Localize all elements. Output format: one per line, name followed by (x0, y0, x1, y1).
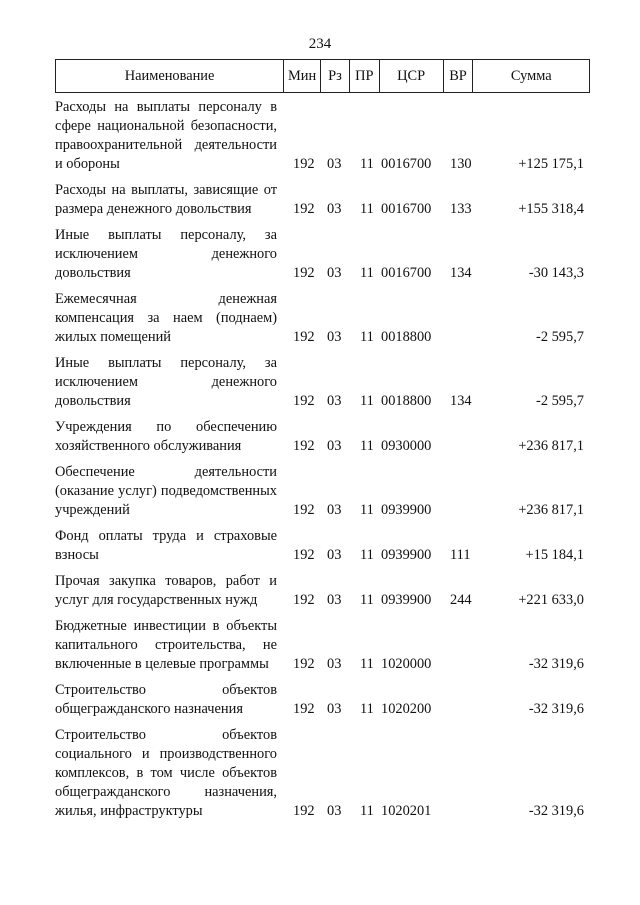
row-name: Иные выплаты персоналу, за исключением денежного довольствия (55, 227, 277, 281)
table-header (55, 59, 590, 93)
row-sum: -30 143,3 (528, 265, 584, 281)
row-csr: 0939900 (381, 592, 432, 608)
row-pr: 11 (360, 329, 374, 345)
row-name: Прочая закупка товаров, работ и услуг для государственных нужд (55, 573, 277, 608)
row-csr: 0939900 (381, 547, 432, 563)
row-name: Бюджетные инвестиции в объекты капитального строительства, не включенные в целевые программы (55, 618, 277, 672)
row-pr: 11 (360, 393, 374, 409)
row-min: 192 (293, 701, 315, 717)
table-row (55, 285, 590, 349)
row-vr: 133 (450, 201, 472, 217)
row-sum: -32 319,6 (528, 656, 584, 672)
header-sum: Сумма (472, 60, 589, 92)
row-csr: 0016700 (381, 201, 432, 217)
row-csr: 0018800 (381, 329, 432, 345)
row-csr: 1020000 (381, 656, 432, 672)
header-pr: ПР (349, 60, 379, 92)
row-csr: 1020201 (381, 803, 432, 819)
row-pr: 11 (360, 438, 374, 454)
row-name: Строительство объектов социального и производственного комплексов, в том числе объектов общегражданского назначения, жилья, инфраструктуры (55, 727, 277, 819)
row-csr: 0939900 (381, 502, 432, 518)
header-min: Мин (283, 60, 320, 92)
row-vr: 244 (450, 592, 472, 608)
row-sum: -2 595,7 (536, 329, 584, 345)
row-sum: +125 175,1 (518, 156, 584, 172)
row-csr: 0016700 (381, 265, 432, 281)
row-name: Строительство объектов общегражданского назначения (55, 682, 277, 717)
row-vr: 130 (450, 156, 472, 172)
row-name: Иные выплаты персоналу, за исключением денежного довольствия (55, 355, 277, 409)
row-min: 192 (293, 547, 315, 563)
row-rz: 03 (327, 156, 342, 172)
row-min: 192 (293, 265, 315, 281)
table-body (55, 93, 590, 823)
table-row (55, 458, 590, 522)
row-min: 192 (293, 656, 315, 672)
header-rz: Рз (320, 60, 349, 92)
row-pr: 11 (360, 265, 374, 281)
table-row (55, 676, 590, 721)
row-sum: +236 817,1 (518, 502, 584, 518)
row-csr: 0018800 (381, 393, 432, 409)
row-rz: 03 (327, 656, 342, 672)
table-row (55, 522, 590, 567)
row-rz: 03 (327, 502, 342, 518)
row-rz: 03 (327, 329, 342, 345)
row-pr: 11 (360, 547, 374, 563)
row-name: Расходы на выплаты персоналу в сфере национальной безопасности, правоохранительной деятельности и обороны (55, 99, 277, 172)
table-row (55, 221, 590, 285)
row-sum: +15 184,1 (525, 547, 584, 563)
row-min: 192 (293, 592, 315, 608)
row-rz: 03 (327, 803, 342, 819)
row-sum: -32 319,6 (528, 701, 584, 717)
row-name: Учреждения по обеспечению хозяйственного обслуживания (55, 419, 277, 454)
row-csr: 0930000 (381, 438, 432, 454)
row-sum: +236 817,1 (518, 438, 584, 454)
row-rz: 03 (327, 547, 342, 563)
row-pr: 11 (360, 592, 374, 608)
row-csr: 1020200 (381, 701, 432, 717)
table-row (55, 176, 590, 221)
row-rz: 03 (327, 201, 342, 217)
table-row (55, 93, 590, 176)
row-pr: 11 (360, 656, 374, 672)
row-rz: 03 (327, 592, 342, 608)
row-name: Ежемесячная денежная компенсация за наем (поднаем) жилых помещений (55, 291, 277, 345)
header-csr: ЦСР (379, 60, 443, 92)
row-rz: 03 (327, 701, 342, 717)
row-min: 192 (293, 156, 315, 172)
row-vr: 134 (450, 393, 472, 409)
table-row (55, 612, 590, 676)
row-vr: 134 (450, 265, 472, 281)
row-min: 192 (293, 803, 315, 819)
header-vr: ВР (443, 60, 473, 92)
row-rz: 03 (327, 393, 342, 409)
row-pr: 11 (360, 701, 374, 717)
header-name: Наименование (124, 67, 215, 84)
table-row (55, 413, 590, 458)
row-pr: 11 (360, 803, 374, 819)
row-min: 192 (293, 201, 315, 217)
row-pr: 11 (360, 201, 374, 217)
row-min: 192 (293, 393, 315, 409)
page-number: 234 (308, 36, 332, 52)
row-name: Расходы на выплаты, зависящие от размера денежного довольствия (55, 182, 277, 217)
row-rz: 03 (327, 438, 342, 454)
row-min: 192 (293, 329, 315, 345)
table-row (55, 349, 590, 413)
row-min: 192 (293, 502, 315, 518)
row-pr: 11 (360, 156, 374, 172)
row-rz: 03 (327, 265, 342, 281)
row-sum: +155 318,4 (518, 201, 584, 217)
row-csr: 0016700 (381, 156, 432, 172)
row-sum: -32 319,6 (528, 803, 584, 819)
row-min: 192 (293, 438, 315, 454)
table-row (55, 721, 590, 823)
row-name: Обеспечение деятельности (оказание услуг) подведомственных учреждений (55, 464, 277, 518)
row-name: Фонд оплаты труда и страховые взносы (55, 528, 277, 563)
row-pr: 11 (360, 502, 374, 518)
row-sum: -2 595,7 (536, 393, 584, 409)
row-vr: 111 (450, 547, 471, 563)
row-sum: +221 633,0 (518, 592, 584, 608)
table-row (55, 567, 590, 612)
